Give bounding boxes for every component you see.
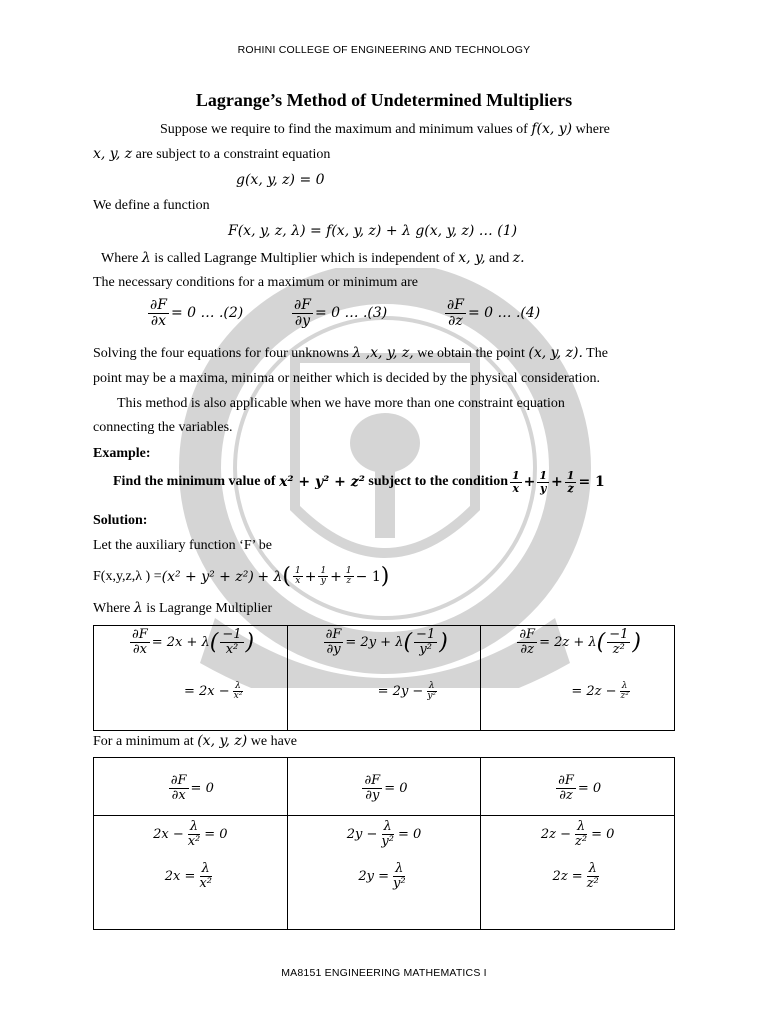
- where-mid-text: is called Lagrange Multiplier which is independent of: [154, 251, 455, 266]
- solution-label: [93, 513, 147, 529]
- cond-2-num: ∂F: [150, 297, 167, 313]
- solution-label-text: Solution:: [93, 513, 148, 528]
- min-y-eq1: 2y −: [346, 826, 378, 842]
- minimum-pre: For a minimum at: [93, 734, 194, 749]
- intro-text-constraint: are subject to a constraint equation: [135, 147, 331, 162]
- minimum-table: [93, 757, 675, 930]
- min-z-eq1: 2z −: [540, 826, 572, 842]
- page-footer: MA8151 ENGINEERING MATHEMATICS I: [281, 967, 487, 979]
- aux-squares: (x² + y² + z²): [161, 568, 254, 585]
- solving-line-1: [93, 345, 608, 362]
- intro-math-vars: x, y, z: [93, 146, 133, 162]
- lambda-symbol: λ: [141, 250, 151, 266]
- where-lambda-line: [101, 250, 525, 267]
- min-cell-z: 2z − $\frac{\lambda}{\text{z²}}$ = 0 2z = $\frac{\lambda}{\text{z²}}$: [481, 816, 675, 930]
- aux-equation: F(x,y,z,λ ) = (x² + y² + z²) + λ ( $\frac{1}{x}$ + $\frac{1}{y}$ + $\frac{1}{z}$ − 1 ): [93, 564, 390, 589]
- vars-xy: x, y,: [458, 250, 486, 266]
- min-cell-x: 2x − $\frac{\lambda}{\text{x²}}$ = 0 2x = $\frac{\lambda}{\text{x²}}$: [94, 816, 288, 930]
- aux-lambda: + λ: [257, 568, 283, 585]
- intro-line-2: [93, 146, 330, 163]
- page-title: Lagrange’s Method of Undetermined Multipliers: [195, 90, 573, 110]
- applicable-line-1: This method is also applicable when we have more than one constraint equation: [117, 396, 565, 411]
- minimum-post: we have: [250, 734, 298, 749]
- example-label-text: Example:: [93, 446, 151, 461]
- example-problem: Find the minimum value of x² + y² + z² subject to the condition $\frac{1}{x}$ + $\frac{1}{y}$ + $\frac{1}{z}$ = 1: [113, 469, 605, 495]
- constraint-equation: g(x, y, z) = 0: [236, 172, 325, 188]
- example-mid: subject to the condition: [368, 474, 508, 490]
- var-z: z.: [512, 250, 525, 266]
- necessary-text: The necessary conditions for a maximum or minimum are: [93, 275, 419, 290]
- condition-4: [443, 298, 540, 328]
- cond-4-den: ∂z: [448, 312, 463, 329]
- partial-y-line1: = 2y + λ: [345, 634, 404, 650]
- partial-x-line1: = 2x + λ: [151, 634, 210, 650]
- partial-z-line2: = 2z −: [571, 684, 617, 700]
- where-lagrange-post: is Lagrange Multiplier: [146, 601, 273, 616]
- solving-mid: we obtain the point: [417, 346, 525, 361]
- intro-math-f: f(x, y): [531, 121, 573, 137]
- partial-y-line2: = 2y −: [377, 684, 424, 700]
- cond-2-rest: = 0 … .(2): [170, 305, 244, 322]
- minimum-line: [93, 733, 297, 750]
- min-y-eq2: 2y =: [358, 868, 390, 884]
- define-text: We define a function: [93, 198, 210, 213]
- solving-text: Solving the four equations for four unknowns: [93, 346, 349, 361]
- and-text: and: [489, 251, 510, 266]
- solving-post: The: [586, 346, 608, 361]
- example-rhs: = 1: [578, 474, 605, 491]
- solving-line-2: point may be a maxima, minima or neither which is decided by the physical consideration.: [93, 371, 600, 386]
- intro-text-where: where: [575, 122, 610, 137]
- partial-x-cell: $\frac{\partial F}{\partial x}$ = 2x + λ ( $\frac{-1}{\text{x²}}$ ) = 2x − $\frac{\lambda}{\text{x²}}$: [94, 626, 288, 731]
- cond-4-num: ∂F: [447, 297, 464, 313]
- where-lagrange-pre: Where: [93, 601, 131, 616]
- partial-z-line1: = 2z + λ: [539, 634, 597, 650]
- aux-lhs: F(x,y,z,λ ) =: [93, 568, 162, 584]
- intro-text: Suppose we require to find the maximum and minimum values of: [160, 122, 528, 137]
- min-header-z: $\frac{\partial F}{\partial z}$ = 0: [481, 758, 675, 816]
- applicable-line-2: connecting the variables.: [93, 420, 233, 435]
- solving-point: (x, y, z).: [528, 345, 583, 361]
- condition-3: [290, 298, 387, 328]
- cond-3-rest: = 0 … .(3): [314, 305, 388, 322]
- min-cell-y: 2y − $\frac{\lambda}{\text{y²}}$ = 0 2y = $\frac{\lambda}{\text{y²}}$: [287, 816, 481, 930]
- aux-text: Let the auxiliary function ‘F’ be: [93, 538, 272, 553]
- condition-2: [146, 298, 243, 328]
- example-expr: x² + y² + z²: [279, 474, 365, 491]
- example-label: [93, 446, 151, 462]
- example-pre: Find the minimum value of: [113, 474, 276, 490]
- cond-3-num: ∂F: [294, 297, 311, 313]
- partial-y-cell: $\frac{\partial F}{\partial y}$ = 2y + λ ( $\frac{-1}{\text{y²}}$ ) = 2y − $\frac{\lambda}{\text{y²}}$: [287, 626, 481, 731]
- partial-x-line2: = 2x −: [184, 684, 230, 700]
- min-x-eq1: 2x −: [153, 826, 184, 842]
- partial-z-cell: $\frac{\partial F}{\partial z}$ = 2z + λ ( $\frac{-1}{\text{z²}}$ ) = 2z − $\frac{\lambda}{\text{z²}}$: [481, 626, 675, 731]
- page-header: ROHINI COLLEGE OF ENGINEERING AND TECHNOLOGY: [237, 44, 531, 56]
- where-lagrange-line: [93, 600, 272, 617]
- min-x-eq2: 2x =: [164, 868, 196, 884]
- where-lagrange-lambda: λ: [133, 600, 143, 616]
- min-header-y: $\frac{\partial F}{\partial y}$ = 0: [287, 758, 481, 816]
- where-text: Where: [101, 251, 139, 266]
- partials-table: [93, 625, 675, 731]
- minimum-point: (x, y, z): [197, 733, 248, 749]
- intro-line-1: [160, 121, 610, 138]
- cond-4-rest: = 0 … .(4): [467, 305, 541, 322]
- min-z-eq2: 2z =: [552, 868, 583, 884]
- aux-tail: − 1: [355, 568, 381, 585]
- solving-vars: λ ,x, y, z,: [352, 345, 414, 361]
- cond-3-den: ∂y: [294, 312, 311, 329]
- min-header-x: $\frac{\partial F}{\partial x}$ = 0: [94, 758, 288, 816]
- function-equation: F(x, y, z, λ) = f(x, y, z) + λ g(x, y, z) … (1): [228, 223, 518, 239]
- cond-2-den: ∂x: [150, 312, 167, 329]
